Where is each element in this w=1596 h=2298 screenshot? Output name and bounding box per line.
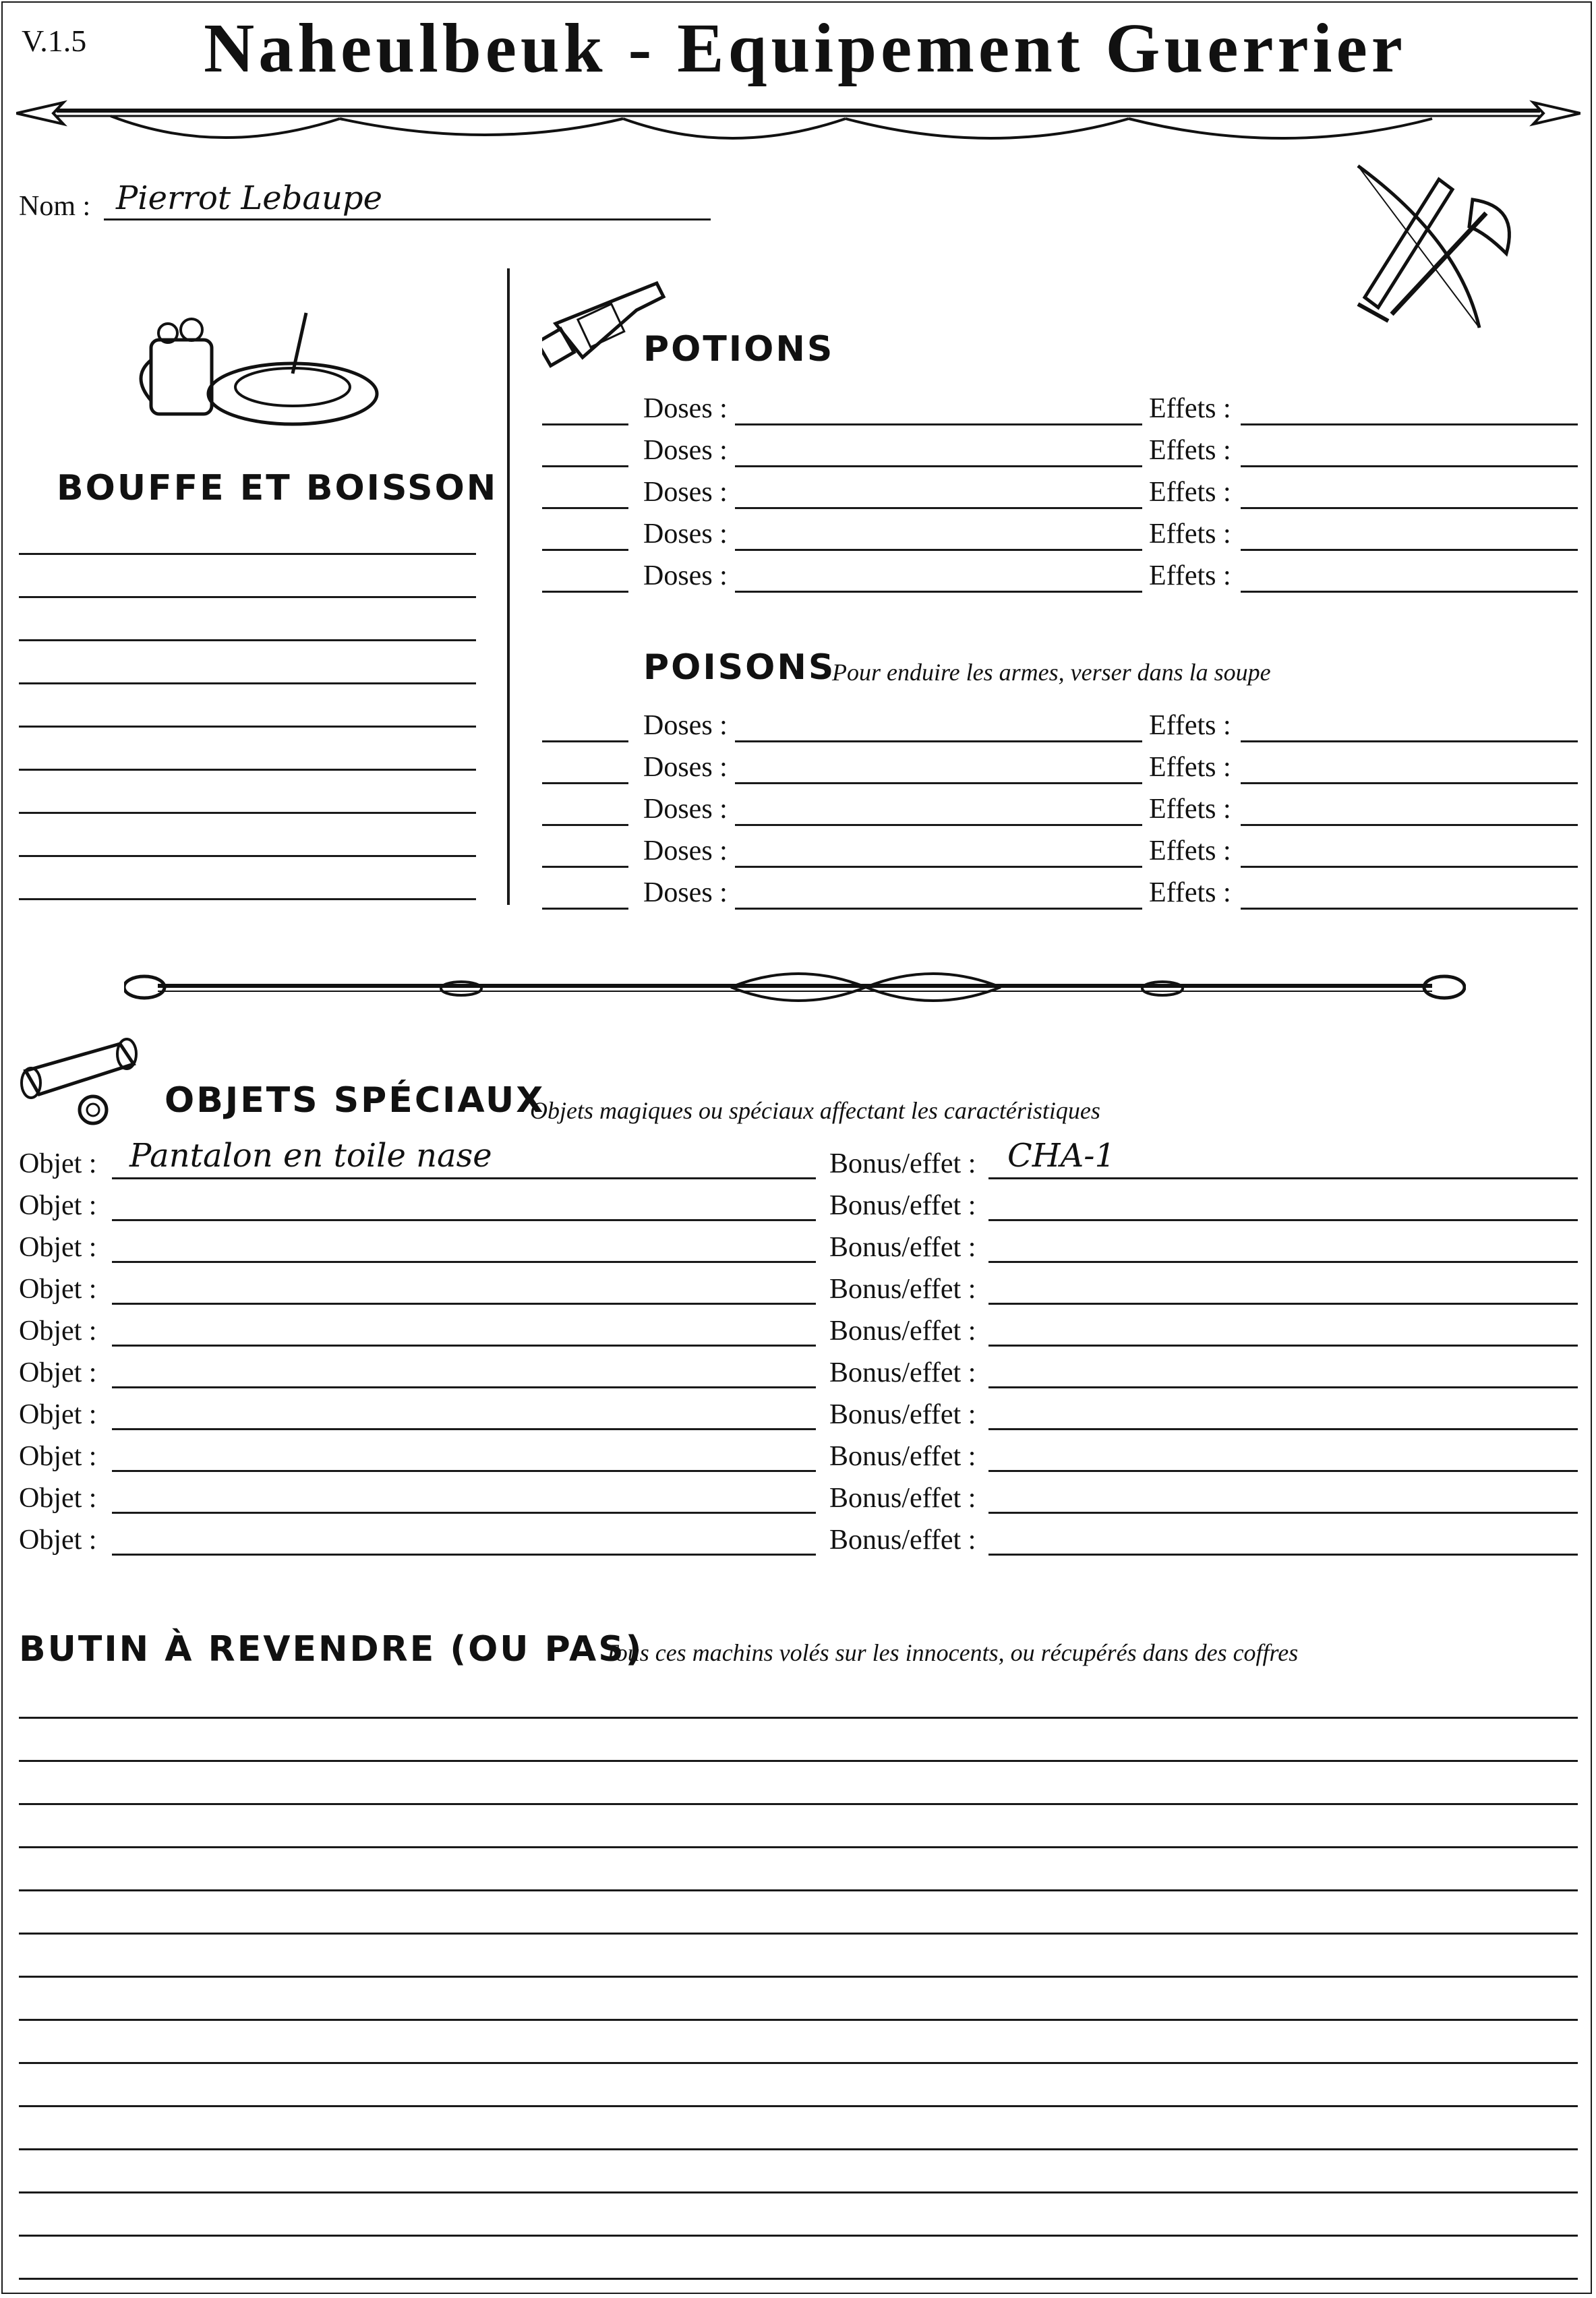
poison-effets-line[interactable] <box>1241 824 1578 826</box>
butin-line[interactable] <box>19 1976 1578 1978</box>
bouffe-line[interactable] <box>19 682 476 684</box>
objet-row <box>3 1273 1593 1314</box>
nom-value[interactable]: Pierrot Lebaupe <box>116 179 383 217</box>
potion-doses-line[interactable] <box>735 423 1142 425</box>
potion-effets-line[interactable] <box>1241 591 1578 593</box>
poison-qty-line[interactable] <box>542 824 628 826</box>
bonus-label: Bonus/effet : <box>829 1190 976 1221</box>
bonus-label: Bonus/effet : <box>829 1232 976 1263</box>
butin-note: Tous ces machins volés sur les innocents, ou récupérés dans des coffres <box>604 1639 1299 1666</box>
poison-row <box>3 793 1593 833</box>
objet-line[interactable] <box>112 1554 816 1556</box>
objet-label: Objet : <box>19 1274 97 1305</box>
crossed-weapons-icon <box>1338 159 1527 341</box>
poison-doses-line[interactable] <box>735 740 1142 742</box>
bonus-label: Bonus/effet : <box>829 1525 976 1556</box>
objet-label: Objet : <box>19 1483 97 1514</box>
bonus-line[interactable] <box>988 1177 1578 1179</box>
poison-effets-label: Effets : <box>1149 835 1231 866</box>
bonus-line[interactable] <box>988 1512 1578 1514</box>
poison-row <box>3 877 1593 917</box>
poison-effets-line[interactable] <box>1241 908 1578 910</box>
poison-row <box>3 751 1593 792</box>
butin-title: BUTIN À REVENDRE (OU PAS) <box>19 1629 644 1670</box>
bonus-line[interactable] <box>988 1470 1578 1472</box>
potion-doses-line[interactable] <box>735 465 1142 467</box>
potion-effets-label: Effets : <box>1149 435 1231 466</box>
objet-row <box>3 1357 1593 1397</box>
potion-doses-label: Doses : <box>643 393 728 424</box>
butin-line[interactable] <box>19 2062 1578 2064</box>
bonus-label: Bonus/effet : <box>829 1483 976 1514</box>
poison-effets-label: Effets : <box>1149 752 1231 783</box>
potion-row <box>3 518 1593 558</box>
potion-effets-line[interactable] <box>1241 507 1578 509</box>
bonus-line[interactable] <box>988 1428 1578 1430</box>
poison-effets-label: Effets : <box>1149 710 1231 741</box>
potion-effets-line[interactable] <box>1241 549 1578 551</box>
butin-line[interactable] <box>19 2191 1578 2193</box>
bouffe-line[interactable] <box>19 639 476 641</box>
poison-doses-line[interactable] <box>735 782 1142 784</box>
objet-row <box>3 1137 1593 1188</box>
nom-underline <box>104 218 711 220</box>
potion-effets-label: Effets : <box>1149 560 1231 591</box>
spear-divider-icon <box>16 84 1580 158</box>
objet-label: Objet : <box>19 1148 97 1179</box>
page-title: Naheulbeuk - Equipement Guerrier <box>204 9 1407 87</box>
potion-doses-label: Doses : <box>643 435 728 466</box>
bonus-value[interactable]: CHA-1 <box>1007 1137 1116 1175</box>
bonus-label: Bonus/effet : <box>829 1148 976 1179</box>
objet-label: Objet : <box>19 1357 97 1388</box>
objet-label: Objet : <box>19 1441 97 1472</box>
nom-label: Nom : <box>19 191 91 222</box>
bonus-label: Bonus/effet : <box>829 1316 976 1347</box>
objet-value[interactable]: Pantalon en toile nase <box>129 1137 492 1175</box>
bonus-line[interactable] <box>988 1345 1578 1347</box>
objet-label: Objet : <box>19 1525 97 1556</box>
objet-line[interactable] <box>112 1345 816 1347</box>
poison-doses-line[interactable] <box>735 866 1142 868</box>
objet-line[interactable] <box>112 1219 816 1221</box>
poison-doses-label: Doses : <box>643 752 728 783</box>
potion-row <box>3 476 1593 517</box>
butin-line[interactable] <box>19 1760 1578 1762</box>
potion-row <box>3 434 1593 475</box>
poison-doses-label: Doses : <box>643 794 728 825</box>
poison-effets-line[interactable] <box>1241 866 1578 868</box>
butin-line[interactable] <box>19 2235 1578 2237</box>
potion-doses-line[interactable] <box>735 507 1142 509</box>
poison-doses-line[interactable] <box>735 908 1142 910</box>
bonus-label: Bonus/effet : <box>829 1399 976 1430</box>
staff-divider-icon <box>124 960 1466 1014</box>
scroll-ring-icon <box>19 1030 154 1131</box>
potion-qty-line[interactable] <box>542 507 628 509</box>
poison-effets-label: Effets : <box>1149 877 1231 908</box>
potion-doses-label: Doses : <box>643 477 728 508</box>
butin-line[interactable] <box>19 2105 1578 2107</box>
objet-line[interactable] <box>112 1470 816 1472</box>
butin-line[interactable] <box>19 1803 1578 1805</box>
butin-line[interactable] <box>19 1717 1578 1719</box>
potion-qty-line[interactable] <box>542 465 628 467</box>
potion-qty-line[interactable] <box>542 591 628 593</box>
objet-line[interactable] <box>112 1177 816 1179</box>
potion-effets-line[interactable] <box>1241 423 1578 425</box>
objet-line[interactable] <box>112 1512 816 1514</box>
objet-row <box>3 1524 1593 1564</box>
objet-label: Objet : <box>19 1190 97 1221</box>
bonus-line[interactable] <box>988 1261 1578 1263</box>
objet-row <box>3 1189 1593 1230</box>
poison-doses-label: Doses : <box>643 835 728 866</box>
objet-label: Objet : <box>19 1316 97 1347</box>
potions-title: POTIONS <box>643 329 835 370</box>
poison-doses-line[interactable] <box>735 824 1142 826</box>
potion-row <box>3 560 1593 600</box>
objet-row <box>3 1482 1593 1523</box>
potion-effets-label: Effets : <box>1149 393 1231 424</box>
poisons-title: POISONS <box>643 647 836 688</box>
potion-effets-label: Effets : <box>1149 477 1231 508</box>
potion-doses-line[interactable] <box>735 591 1142 593</box>
butin-line[interactable] <box>19 1933 1578 1935</box>
poison-qty-line[interactable] <box>542 782 628 784</box>
butin-line[interactable] <box>19 2148 1578 2150</box>
objet-line[interactable] <box>112 1386 816 1388</box>
bonus-line[interactable] <box>988 1303 1578 1305</box>
objet-label: Objet : <box>19 1232 97 1263</box>
poison-effets-line[interactable] <box>1241 782 1578 784</box>
potion-qty-line[interactable] <box>542 423 628 425</box>
poison-qty-line[interactable] <box>542 740 628 742</box>
bonus-line[interactable] <box>988 1554 1578 1556</box>
butin-line[interactable] <box>19 2019 1578 2021</box>
bonus-label: Bonus/effet : <box>829 1274 976 1305</box>
poison-doses-label: Doses : <box>643 877 728 908</box>
objet-label: Objet : <box>19 1399 97 1430</box>
objet-line[interactable] <box>112 1261 816 1263</box>
poison-effets-line[interactable] <box>1241 740 1578 742</box>
poison-doses-label: Doses : <box>643 710 728 741</box>
objet-row <box>3 1398 1593 1439</box>
butin-line[interactable] <box>19 1846 1578 1848</box>
poison-effets-label: Effets : <box>1149 794 1231 825</box>
bonus-label: Bonus/effet : <box>829 1441 976 1472</box>
bonus-line[interactable] <box>988 1219 1578 1221</box>
objets-title: OBJETS SPÉCIAUX <box>165 1080 545 1121</box>
butin-line[interactable] <box>19 1889 1578 1891</box>
potion-doses-label: Doses : <box>643 560 728 591</box>
butin-line[interactable] <box>19 2278 1578 2280</box>
objet-row <box>3 1440 1593 1481</box>
objet-row <box>3 1231 1593 1272</box>
poison-qty-line[interactable] <box>542 908 628 910</box>
bouffe-title: BOUFFE ET BOISSON <box>57 468 498 508</box>
bonus-label: Bonus/effet : <box>829 1357 976 1388</box>
objet-row <box>3 1315 1593 1355</box>
objet-line[interactable] <box>112 1428 816 1430</box>
objets-note: Objets magiques ou spéciaux affectant les caractéristiques <box>530 1097 1100 1124</box>
potion-row <box>3 392 1593 433</box>
potion-doses-line[interactable] <box>735 549 1142 551</box>
character-sheet <box>1 1 1592 2294</box>
potion-doses-label: Doses : <box>643 519 728 550</box>
objet-line[interactable] <box>112 1303 816 1305</box>
poison-qty-line[interactable] <box>542 866 628 868</box>
bonus-line[interactable] <box>988 1386 1578 1388</box>
potion-effets-line[interactable] <box>1241 465 1578 467</box>
potion-effets-label: Effets : <box>1149 519 1231 550</box>
poison-row <box>3 835 1593 875</box>
potion-qty-line[interactable] <box>542 549 628 551</box>
version-label: V.1.5 <box>22 24 87 58</box>
poisons-note: Pour enduire les armes, verser dans la soupe <box>832 659 1271 686</box>
poison-row <box>3 709 1593 750</box>
